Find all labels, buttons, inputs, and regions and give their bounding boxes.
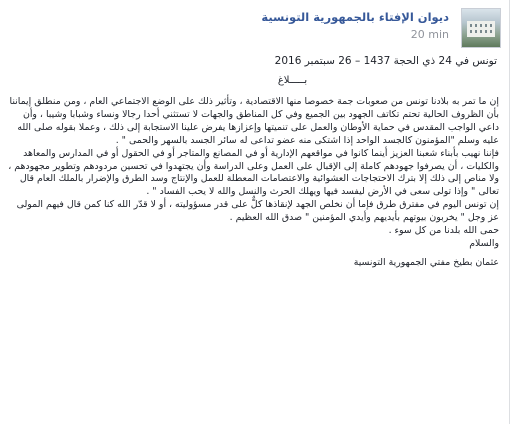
post-title: بـــــلاغ <box>277 75 308 86</box>
page-avatar[interactable] <box>461 8 501 48</box>
paragraph-1: إن ما تمر به بلادنا تونس من صعوبات جمة خصوصا منها الاقتصادية ، وتأثير ذلك على الوضع الاجتماعي العام ، ومن منطلق إيماننا بأن الظروف الحالية تحتم تكاتف الجهود بين الجميع وفي كل المناطق والجهات لا تستثني أحدا رجالا ونساء وشبابا وشيبا ، وأن داعي الواجب المقدس في حماية الأوطان والعمل على تنميتها وإعزازها يفرض علينا الاستجابة إلى ذلك ، وعملا بقوله صلى الله عليه وسلم "المؤمنون كالجسد الواحد إذا اشتكى منه عضو تداعى له سائر الجسد بالسهر والحمى " . <box>9 96 499 146</box>
post-header <box>0 6 509 50</box>
post-signature: عثمان بطيخ مفتي الجمهورية التونسية <box>353 256 499 268</box>
closing-line: والسلام <box>469 237 499 249</box>
post-dateline: تونس في 24 ذي الحجة 1437 – 26 سبتمبر 2016 <box>274 55 497 67</box>
page-name-link[interactable]: ديوان الإفتاء بالجمهورية التونسية <box>261 10 449 24</box>
post-body <box>6 54 499 270</box>
paragraph-4: حمى الله بلدنا من كل سوء . <box>388 225 499 237</box>
post-timestamp[interactable]: 20 min <box>410 28 449 41</box>
building-image <box>467 21 495 37</box>
paragraph-2: فإننا نهيب بأبناء شعبنا العزيز أينما كانوا في مواقعهم الإدارية أو في المصانع والمتاجر أو في الحقول أو في المدارس والمعاهد والكليات ، أن يصرفوا جهودهم كاملة إلى الإقبال على العمل وعلى الدراسة وأن يجتهدوا في تحسين مردودهم وتطوير مجهودهم ، ولا مناص إلى ذلك إلا بترك الاحتجاجات العشوائية والاعتصامات المعطلة للعمل والإنتاج وسد الطرق والإضرار بالملك العام قال تعالى " وإذا تولى سعى في الأرض ليفسد فيها ويهلك الحرث والنسل والله لا يحب الفساد " . <box>8 147 499 198</box>
paragraph-3: إن تونس اليوم في مفترق طرق فإما أن نخلص الجهد لإنقاذها كلٌّ على قدر مسؤوليته ، أو لا قدّر الله كنا كمن قال فيهم المولى عز وجل " يخربون بيوتهم بأيديهم وأيدي المؤمنين " صدق الله العظيم . <box>16 199 499 224</box>
